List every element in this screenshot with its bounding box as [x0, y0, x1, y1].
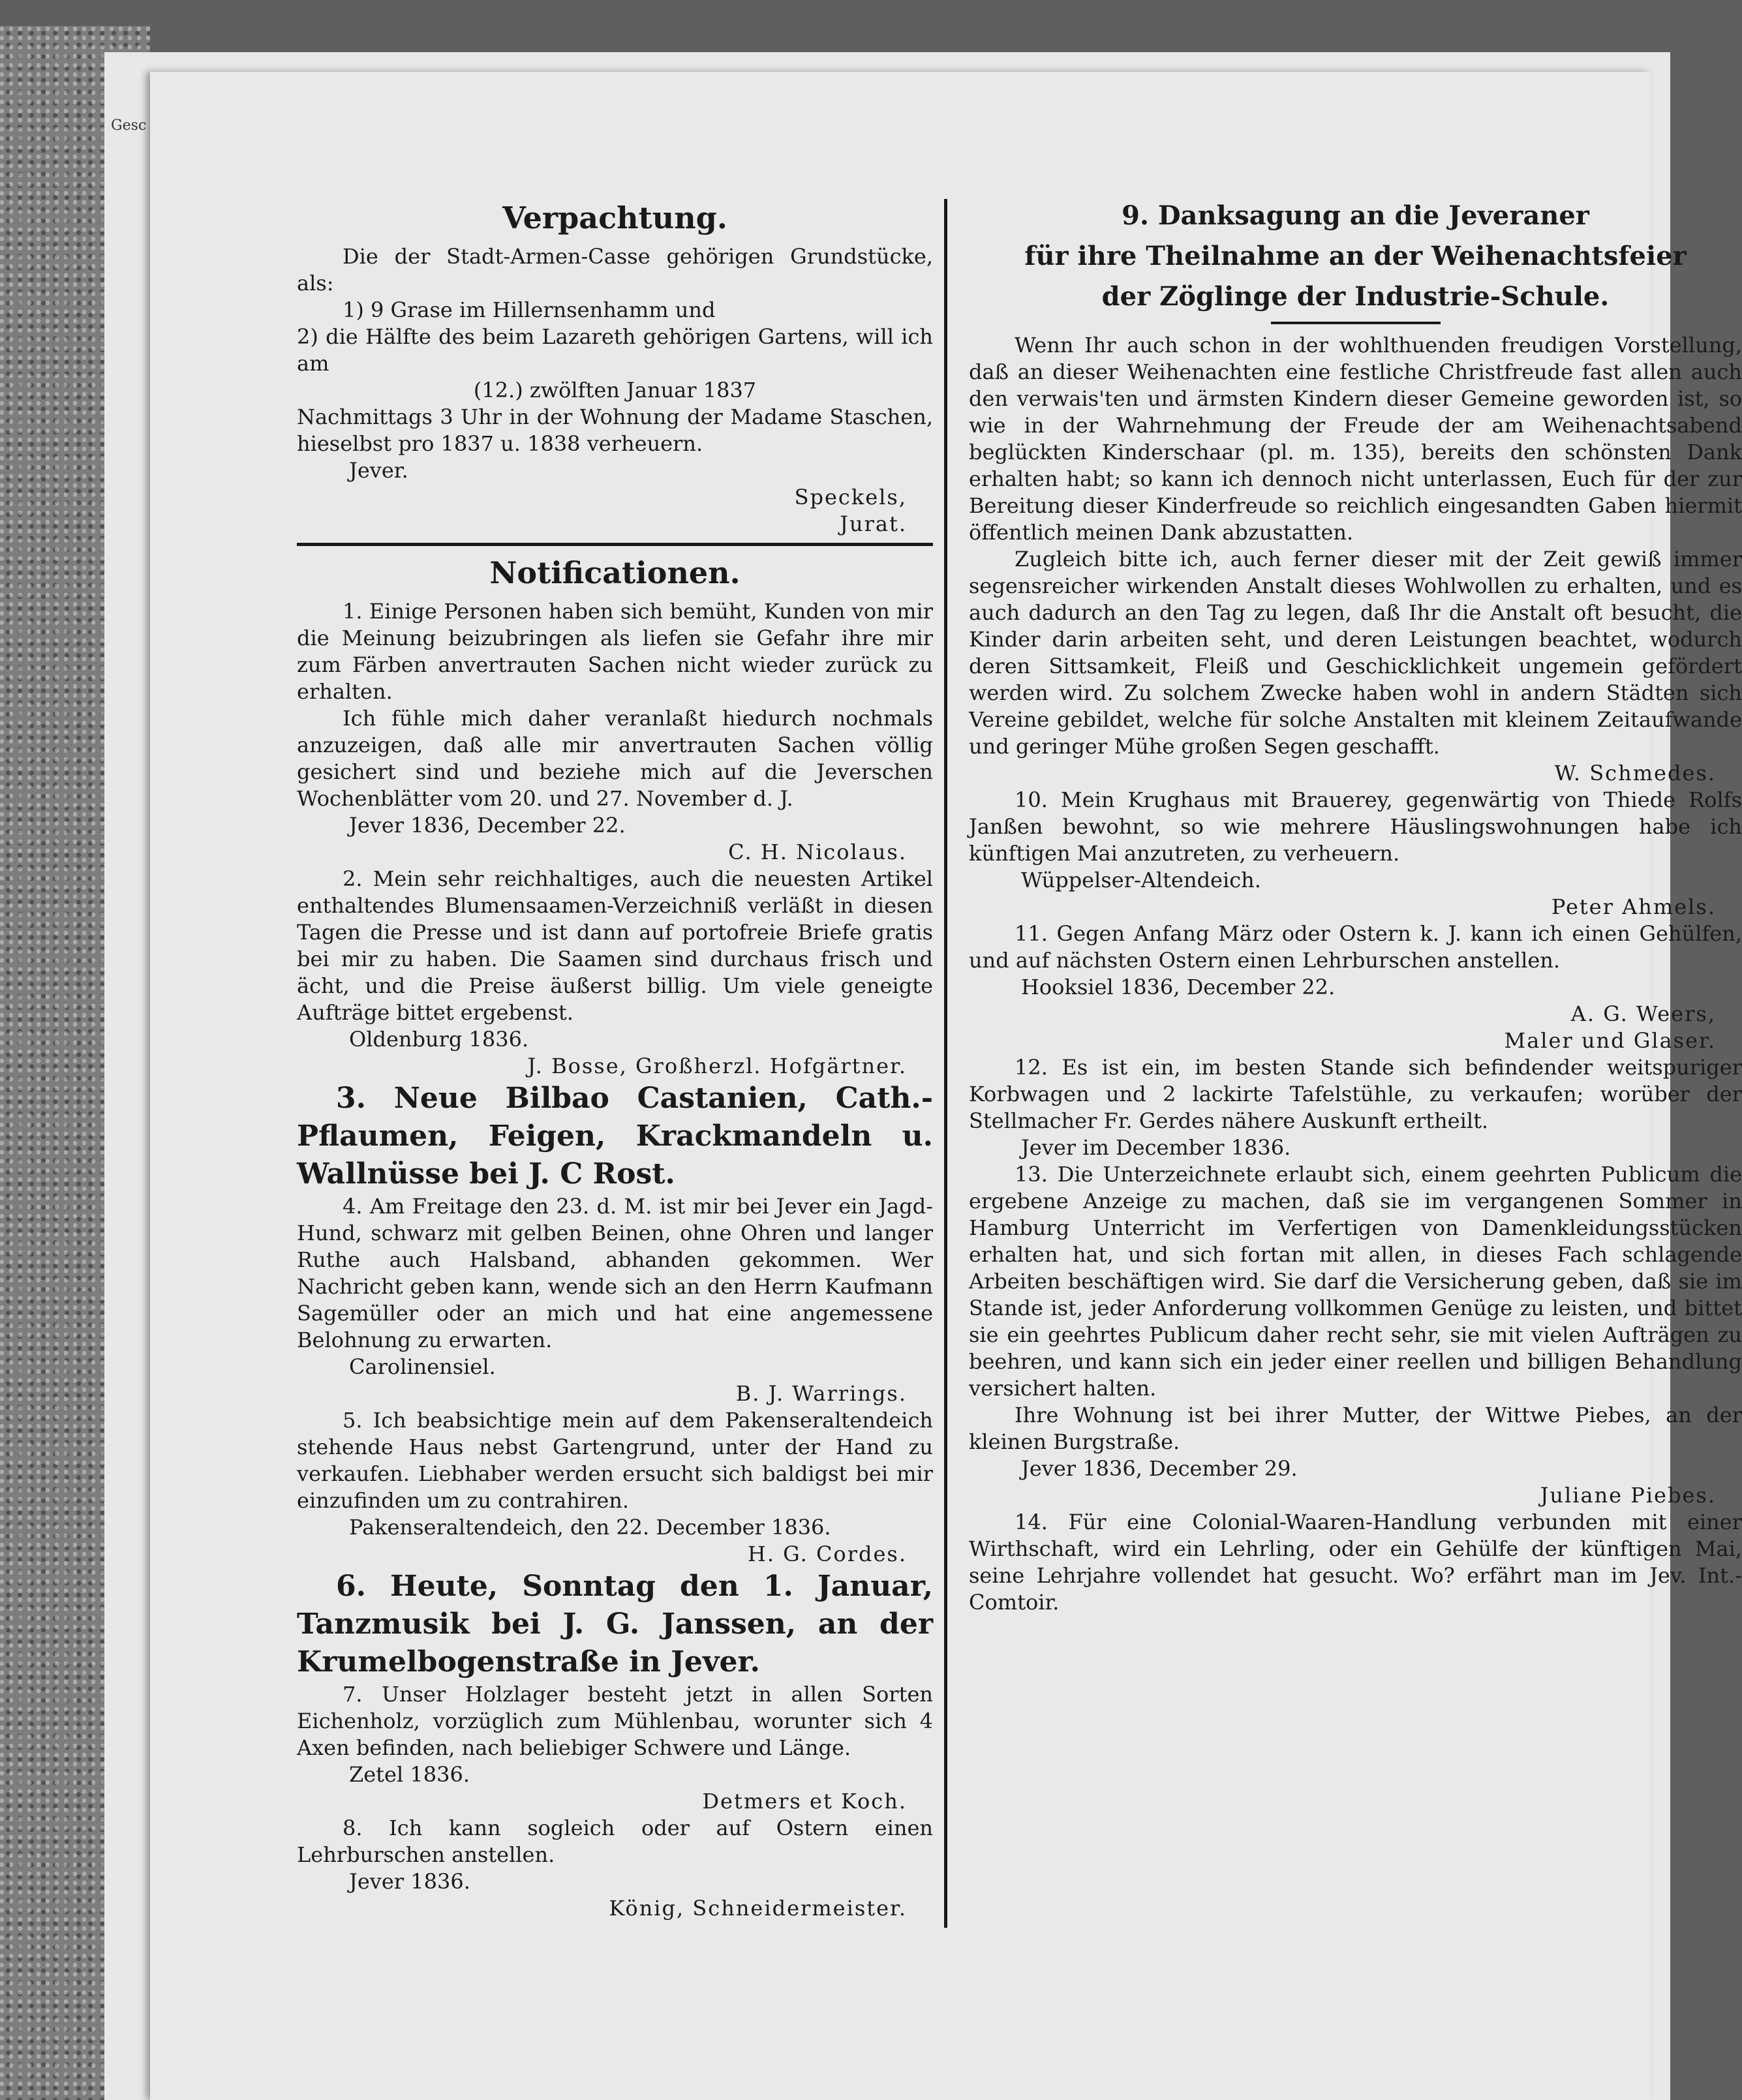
margin-tab-label: Gesc [111, 117, 147, 134]
notice-1-date: Jever 1836, December 22. [349, 813, 626, 838]
notice-2: 2. Mein sehr reichhaltiges, auch die neuesten Artikel enthaltendes Blumensaamen-Verzeichniß verläßt in diesen Tagen die Presse und ist dann auf portofreie Briefe gratis bei mir zu haben. Die Saamen sind durchaus frisch und ächt, und die Preise äußerst billig. Um viele geneigte Aufträge bittet ergebenst. [297, 866, 933, 1025]
notice-11-date: Hooksiel 1836, December 22. [1021, 975, 1336, 999]
notice-2-signature: J. Bosse, Großherzl. Hofgärtner. [527, 1054, 907, 1078]
notice-4-signature: B. J. Warrings. [735, 1381, 907, 1406]
notice-10-signature: Peter Ahmels. [1551, 894, 1716, 919]
notice-8-signature: König, Schneidermeister. [609, 1896, 907, 1921]
notice-9-heading-3: der Zöglinge der Industrie-Schule. [1101, 281, 1610, 312]
notice-1b: Ich fühle mich daher veranlaßt hiedurch nochmals anzuzeigen, daß alle mir anvertrauten Sachen völlig gesichert sind und beziehe mich auf die Jeverschen Wochenblätter vom 20. und 27. November d. J. [297, 706, 933, 811]
notice-3: 3. Neue Bilbao Castanien, Cath.-Pflaumen, Feigen, Krackmandeln u. Wallnüsse bei J. C Rost. [297, 1082, 933, 1191]
notice-13-date: Jever 1836, December 29. [1021, 1456, 1298, 1481]
verpachtung-place: Jever. [349, 458, 408, 483]
column-divider [944, 199, 947, 1928]
verpachtung-text-3: 2) die Hälfte des beim Lazareth gehörigen Gartens, will ich am [297, 324, 933, 376]
notice-4-place: Carolinensiel. [349, 1354, 496, 1379]
notice-7-place: Zetel 1836. [349, 1762, 470, 1787]
verpachtung-signature: Speckels, [794, 485, 907, 510]
notice-9-signature: W. Schmedes. [1554, 761, 1716, 785]
notice-7: 7. Unser Holzlager besteht jetzt in allen Sorten Eichenholz, vorzüglich zum Mühlenbau, worunter sich 4 Axen befinden, nach beliebiger Schwere und Länge. [297, 1682, 933, 1760]
newspaper-page [150, 72, 1742, 2100]
notice-2-place: Oldenburg 1836. [349, 1027, 529, 1052]
notice-12: 12. Es ist ein, im besten Stande sich befindender weitspuriger Korbwagen und 2 lackirte Tafelstühle, zu verkaufen; worüber der Stellmacher Fr. Gerdes nähere Auskunft ertheilt. [969, 1055, 1742, 1133]
notice-13-signature: Juliane Piebes. [1540, 1483, 1716, 1508]
notice-9a: Wenn Ihr auch schon in der wohlthuenden freudigen Vorstellung, daß an dieser Weihenachten eine festliche Christfreude fast allen auch den verwais'ten und ärmsten Kindern dieser Gemeine geworden ist, so wie in der Wahrnehmung der Freude der am Weihenachtsabend beglückten Kinderschaar (pl. m. 135), bereits den schönsten Dank erhalten habt; so kann ich dennoch nicht unterlassen, Euch für der zur Bereitung dieser Kinderfreude so reichlich eingesandten Gaben hiermit öffentlich meinen Dank abzustatten. [969, 333, 1742, 545]
notice-13: 13. Die Unterzeichnete erlaubt sich, einem geehrten Publicum die ergebene Anzeige zu machen, daß sie im vergangenen Sommer in Hamburg Unterricht im Verfertigen von Damenkleidungsstücken erhalten hat, und sich fortan mit allen, in dieses Fach schlagende Arbeiten beschäftigen wird. Sie darf die Versicherung geben, daß sie im Stande ist, jeder Anforderung vollkommen Genüge zu leisten, und bittet sie ein geehrtes Publicum daher recht sehr, sie mit vielen Aufträgen zu beehren, und kann sich ein jeder einer reellen und billigen Behandlung versichert halten. [969, 1162, 1742, 1401]
verpachtung-text-2: 1) 9 Grase im Hillernsenhamm und [343, 297, 716, 322]
heading-rule [1271, 322, 1441, 324]
notice-8: 8. Ich kann sogleich oder auf Ostern einen Lehrburschen anstellen. [297, 1816, 933, 1867]
verpachtung-date: (12.) zwölften Januar 1837 [473, 378, 757, 403]
notice-7-signature: Detmers et Koch. [702, 1789, 907, 1814]
notice-10: 10. Mein Krughaus mit Brauerey, gegenwärtig von Thiede Rolfs Janßen bewohnt, so wie mehrere Häuslingswohnungen habe ich künftigen Mai anzutreten, zu verheuern. [969, 787, 1742, 866]
notice-9-heading-1: 9. Danksagung an die Jeveraner [1122, 200, 1589, 231]
notice-9b: Zugleich bitte ich, auch ferner dieser mit der Zeit gewiß immer segensreicher wirkenden Anstalt dieses Wohlwollen zu erhalten, und es auch dadurch an den Tag zu legen, daß Ihr die Anstalt oft besucht, die Kinder darin arbeiten seht, und deren Leistungen beachtet, wodurch deren Sittsamkeit, Fleiß und Geschicklichkeit ungemein gefördert werden wird. Zu solchem Zwecke haben wohl in andern Städten sich Vereine gebildet, welche für solche Anstalten mit kleinem Zeitaufwande und geringer Mühe großen Segen geschafft. [969, 547, 1742, 759]
notice-14: 14. Für eine Colonial-Waaren-Handlung verbunden mit einer Wirthschaft, wird ein Lehrling, oder ein Gehülfe der künftigen Mai, seine Lehrjahre vollendet hat gesucht. Wo? erfährt man im Jev. Int.-Comtoir. [969, 1510, 1742, 1615]
notice-5-signature: H. G. Cordes. [747, 1542, 907, 1566]
verpachtung-signature-title: Jurat. [840, 511, 907, 536]
notice-13b: Ihre Wohnung ist bei ihrer Mutter, der Wittwe Piebes, an der kleinen Burgstraße. [969, 1403, 1742, 1454]
notice-1-signature: C. H. Nicolaus. [728, 840, 907, 864]
section-rule [297, 543, 933, 546]
notice-4: 4. Am Freitage den 23. d. M. ist mir bei Jever ein Jagd-Hund, schwarz mit gelben Beinen, ohne Ohren und langer Ruthe auch Halsband, abhanden gekommen. Wer Nachricht geben kann, wende sich an den Herrn Kaufmann Sagemüller oder an mich und hat eine angemessene Belohnung zu erwarten. [297, 1194, 933, 1352]
notice-6: 6. Heute, Sonntag den 1. Januar, Tanzmusik bei J. G. Janssen, an der Krumelbogenstraße in Jever. [297, 1570, 933, 1679]
notice-5-date: Pakenseraltendeich, den 22. December 1836. [349, 1515, 831, 1540]
right-column [969, 192, 1742, 1616]
verpachtung-heading: Verpachtung. [502, 200, 727, 236]
verpachtung-text-5: Nachmittags 3 Uhr in der Wohnung der Madame Staschen, hieselbst pro 1837 u. 1838 verheuern. [297, 404, 933, 456]
notice-9-heading-2: für ihre Theilnahme an der Weihenachtsfeier [1024, 241, 1687, 271]
verpachtung-text-1: Die der Stadt-Armen-Casse gehörigen Grundstücke, als: [297, 244, 933, 296]
notice-1a: 1. Einige Personen haben sich bemüht, Kunden von mir die Meinung beizubringen als liefen sie Gefahr ihre mir zum Färben anvertrauten Sachen nicht wieder zurück zu erhalten. [297, 599, 933, 704]
notifications-heading: Notificationen. [489, 555, 741, 590]
notice-11-signature: A. G. Weers, [1570, 1001, 1716, 1026]
notice-12-date: Jever im December 1836. [1021, 1135, 1291, 1160]
notice-11: 11. Gegen Anfang März oder Ostern k. J. kann ich einen Gehülfen, und auf nächsten Ostern einen Lehrburschen anstellen. [969, 921, 1742, 973]
notice-5: 5. Ich beabsichtige mein auf dem Pakenseraltendeich stehende Haus nebst Gartengrund, unter der Hand zu verkaufen. Liebhaber werden ersucht sich baldigst bei mir einzufinden um zu contrahiren. [297, 1408, 933, 1513]
left-column [297, 192, 933, 1922]
notice-11-signature-title: Maler und Glaser. [1504, 1028, 1716, 1053]
notice-8-place: Jever 1836. [349, 1869, 470, 1894]
notice-10-place: Wüppelser-Altendeich. [1021, 868, 1261, 892]
